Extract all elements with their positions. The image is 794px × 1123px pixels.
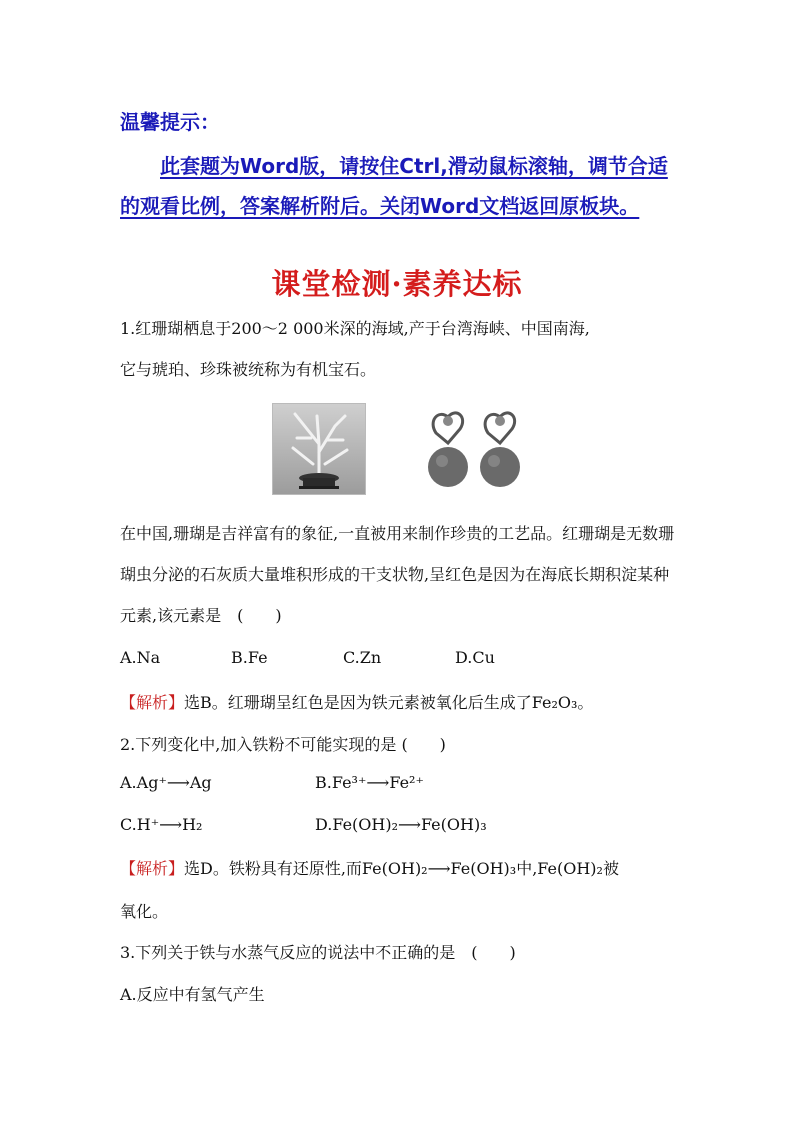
q1-intro-line-1: 1.红珊瑚栖息于200～2 000米深的海域,产于台湾海峡、中国南海, xyxy=(120,319,590,338)
q2-option-d: D.Fe(OH)₂⟶Fe(OH)₃ xyxy=(315,815,487,834)
q1-analysis xyxy=(120,690,593,713)
q1-option-d: D.Cu xyxy=(455,648,495,667)
q2-option-c: C.H⁺⟶H₂ xyxy=(120,815,203,834)
q1-option-c: C.Zn xyxy=(343,648,382,667)
q1-intro-line-2: 它与琥珀、珍珠被统称为有机宝石。 xyxy=(120,360,377,379)
q1-analysis-label: 【解析】 xyxy=(120,693,185,712)
q2-analysis-cont: 氧化。 xyxy=(120,902,169,921)
q2-stem: 2.下列变化中,加入铁粉不可能实现的是 ( ) xyxy=(120,735,446,754)
q2-option-a: A.Ag⁺⟶Ag xyxy=(120,773,212,792)
red-earrings-image xyxy=(420,403,530,495)
q2-analysis-text: 选D。铁粉具有还原性,而Fe(OH)₂⟶Fe(OH)₃中,Fe(OH)₂被 xyxy=(184,859,619,878)
q3-option-a: A.反应中有氢气产生 xyxy=(120,985,265,1004)
coral-sculpture-image xyxy=(272,403,366,495)
q2-option-b: B.Fe³⁺⟶Fe²⁺ xyxy=(315,773,424,792)
q1-analysis-text: 选B。红珊瑚呈红色是因为铁元素被氧化后生成了Fe₂O₃。 xyxy=(184,693,594,712)
section-title: 课堂检测·素养达标 xyxy=(271,267,523,301)
q2-analysis-label: 【解析】 xyxy=(120,859,185,878)
q1-option-a: A.Na xyxy=(120,648,161,667)
q1-option-b: B.Fe xyxy=(231,648,268,667)
tip-title: 温馨提示： xyxy=(120,110,220,134)
q1-body: 在中国,珊瑚是吉祥富有的象征,一直被用来制作珍贵的工艺品。红珊瑚是无数珊瑚虫分泌的石灰质大量堆积形成的干支状物,呈红色是因为在海底长期积淀某种元素,该元素是 ( ) xyxy=(120,524,675,625)
q3-stem: 3.下列关于铁与水蒸气反应的说法中不正确的是 ( ) xyxy=(120,943,516,962)
tip-body: 此套题为Word版，请按住Ctrl,滑动鼠标滚轴，调节合适的观看比例，答案解析附后。关闭Word文档返回原板块。 xyxy=(120,154,668,218)
q2-analysis xyxy=(120,856,619,879)
